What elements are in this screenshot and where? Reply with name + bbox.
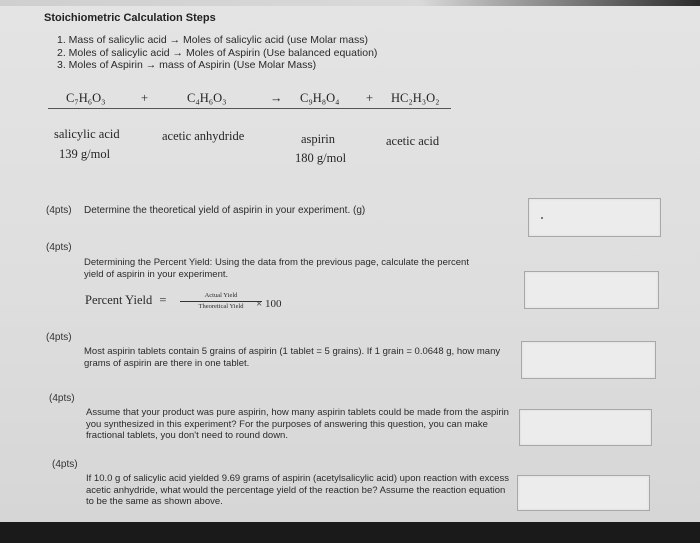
question-points: (4pts) (46, 205, 72, 216)
page-title: Stoichiometric Calculation Steps (44, 12, 216, 24)
product-aspirin-formula: C₉H₈O₄ (300, 91, 340, 105)
percent-yield-label: Percent Yield (85, 293, 153, 307)
question-text: Determining the Percent Yield: Using the data from the previous page, calculate the percent yield of aspirin in your experiment. (84, 257, 469, 280)
question-points: (4pts) (52, 459, 78, 470)
fraction-bar (180, 301, 262, 302)
answer-box-3[interactable] (521, 341, 656, 379)
cursor-dot (541, 217, 543, 219)
plus-sign: + (141, 91, 149, 105)
equals-sign: = (159, 293, 167, 307)
question-points: (4pts) (49, 393, 75, 404)
step-item: 3. Moles of Aspirin → mass of Aspirin (Use Molar Mass) (57, 59, 317, 71)
plus-sign: + (366, 91, 374, 105)
question-text: Most aspirin tablets contain 5 grains of aspirin (1 tablet = 5 grains). If 1 grain = 0.0648 g, how many grams of aspirin are there in one tablet. (84, 346, 501, 369)
steps-list (57, 34, 377, 72)
fraction-numerator: Actual Yield (204, 292, 238, 299)
fraction-denominator: Theoretical Yield (198, 303, 244, 310)
reactant-anhydride-formula: C₄H₆O₃ (187, 91, 227, 105)
yield-fraction (180, 292, 262, 311)
step-item: 1. Mass of salicylic acid → Moles of salicylic acid (use Molar mass) (57, 34, 369, 46)
question-points: (4pts) (46, 242, 72, 253)
answer-box-1[interactable] (528, 198, 661, 237)
acetic-acid-label: acetic acid (386, 134, 440, 148)
answer-box-2[interactable] (524, 271, 659, 309)
answer-box-4[interactable] (519, 409, 652, 446)
reactant-salicylic-formula: C₇H₆O₃ (66, 91, 106, 105)
equation-underline (48, 108, 451, 109)
aspirin-label: aspirin (301, 132, 336, 146)
salicylic-acid-molar-mass: 139 g/mol (59, 147, 111, 161)
reaction-arrow: → (270, 91, 283, 105)
question-text: Determine the theoretical yield of aspirin in your experiment. (g) (84, 205, 366, 216)
salicylic-acid-label: salicylic acid (54, 127, 120, 141)
acetic-anhydride-label: acetic anhydride (162, 129, 245, 143)
question-text: If 10.0 g of salicylic acid yielded 9.69 grams of aspirin (acetylsalicylic acid) upon reaction with excess acetic anhydride, what would the percentage yield of the reaction be? Assume the reaction equation to be the same as shown above. (86, 473, 509, 507)
top-edge (0, 0, 700, 6)
multiplier: × 100 (256, 298, 282, 310)
percent-yield-formula (85, 293, 166, 308)
question-points: (4pts) (46, 332, 72, 343)
aspirin-molar-mass: 180 g/mol (295, 151, 347, 165)
answer-box-5[interactable] (517, 475, 650, 511)
step-item: 2. Moles of salicylic acid → Moles of Aspirin (Use balanced equation) (57, 46, 378, 59)
question-text: Assume that your product was pure aspirin, how many aspirin tablets could be made from the aspirin you synthesized in this experiment? For the purposes of answering this question, you can make fractional tablets, you don't need to round down. (86, 407, 509, 441)
product-acetic-formula: HC₂H₃O₂ (391, 91, 440, 105)
